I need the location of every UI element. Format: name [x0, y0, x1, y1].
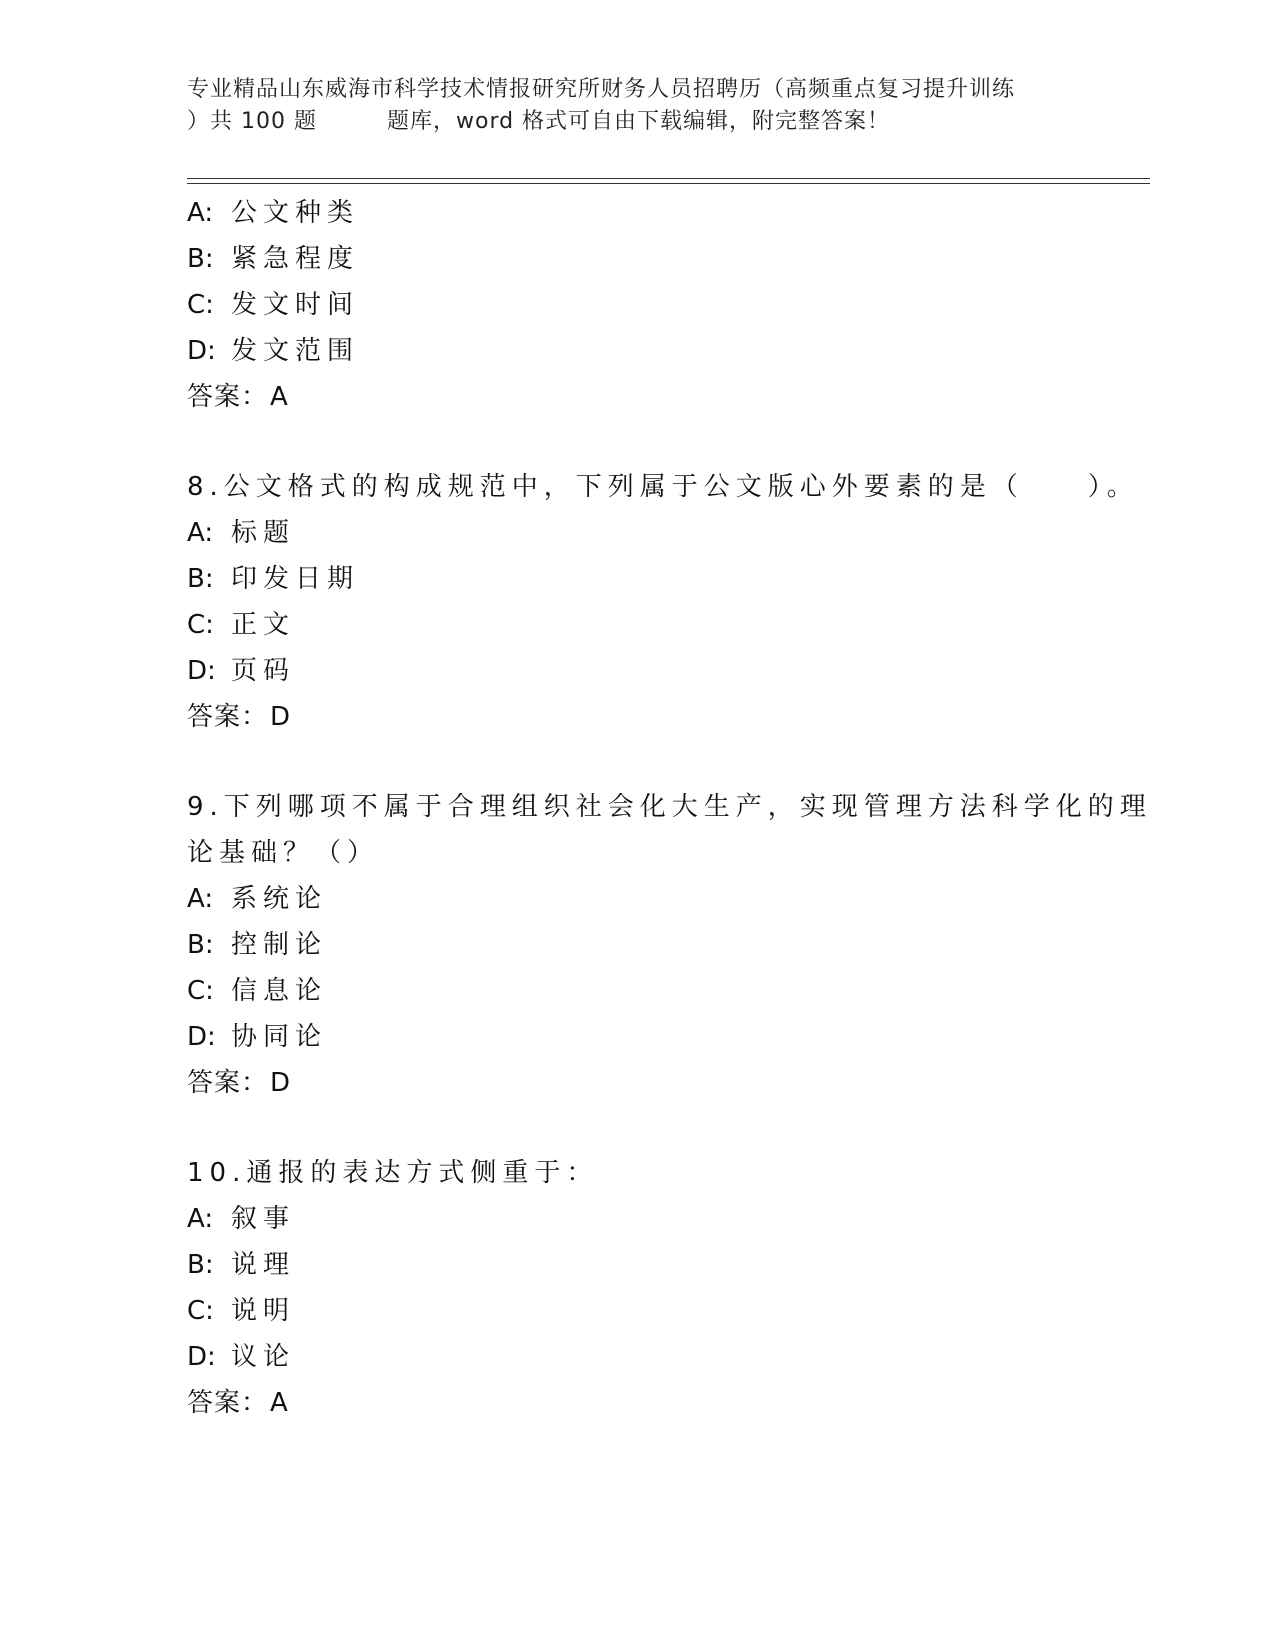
- option-text: 协同论: [231, 1022, 328, 1052]
- option-d: D: 议论: [187, 1342, 296, 1372]
- answer-line: [187, 1380, 1147, 1426]
- question-stem: 8.公文格式的构成规范中，下列属于公文版心外要素的是（ ）。: [187, 472, 1139, 502]
- header-line-1: 专业精品山东威海市科学技术情报研究所财务人员招聘历（高频重点复习提升训练: [187, 77, 1016, 102]
- option-c: C: 说明: [187, 1296, 296, 1326]
- option-text: 紧急程度: [231, 244, 360, 274]
- answer-line: [187, 374, 1147, 420]
- question-stem-line-1: 9.下列哪项不属于合理组织社会化大生产，实现管理方法科学化的理: [187, 792, 1152, 822]
- answer-value: A: [270, 382, 289, 412]
- option-b: B: 控制论: [187, 930, 328, 960]
- answer-line: [187, 694, 1147, 740]
- answer-line: [187, 1060, 1147, 1106]
- document-header: [187, 74, 1087, 138]
- question-stem-line-2: 论基础？（）: [187, 838, 380, 868]
- option-b: B: 说理: [187, 1250, 296, 1280]
- option-b: B: 印发日期: [187, 564, 360, 594]
- option-text: 议论: [231, 1342, 296, 1372]
- answer-value: D: [270, 702, 292, 732]
- answer-label: 答案：: [187, 382, 269, 412]
- option-text: 发文范围: [231, 336, 360, 366]
- option-d: D: 发文范围: [187, 336, 360, 366]
- header-divider-bottom: [187, 183, 1150, 184]
- option-text: 系统论: [231, 884, 328, 914]
- option-text: 公文种类: [231, 198, 360, 228]
- answer-label: 答案：: [187, 1388, 269, 1418]
- header-line-2-part-a: ）共 100 题: [187, 109, 317, 134]
- option-c: C: 正文: [187, 610, 296, 640]
- option-a: A: 系统论: [187, 884, 328, 914]
- option-text: 说明: [231, 1296, 296, 1326]
- option-text: 说理: [231, 1250, 296, 1280]
- question-7: [187, 190, 1147, 420]
- option-b: B: 紧急程度: [187, 244, 360, 274]
- option-text: 印发日期: [231, 564, 360, 594]
- question-8: [187, 464, 1147, 740]
- option-text: 叙事: [231, 1204, 296, 1234]
- question-stem: 10.通报的表达方式侧重于：: [187, 1158, 599, 1188]
- option-text: 信息论: [231, 976, 328, 1006]
- option-d: D: 协同论: [187, 1022, 328, 1052]
- header-divider-top: [187, 178, 1150, 179]
- option-text: 正文: [231, 610, 296, 640]
- answer-value: D: [270, 1068, 292, 1098]
- option-c: C: 发文时间: [187, 290, 360, 320]
- question-list: [187, 190, 1152, 1426]
- option-a: A: 叙事: [187, 1204, 296, 1234]
- question-10: [187, 1150, 1147, 1426]
- option-text: 标题: [231, 518, 296, 548]
- option-text: 控制论: [231, 930, 328, 960]
- answer-label: 答案：: [187, 1068, 269, 1098]
- option-a: A: 标题: [187, 518, 296, 548]
- answer-label: 答案：: [187, 702, 269, 732]
- option-c: C: 信息论: [187, 976, 328, 1006]
- option-text: 页码: [231, 656, 296, 686]
- option-d: D: 页码: [187, 656, 296, 686]
- option-text: 发文时间: [231, 290, 360, 320]
- header-line-2-part-b: 题库，word 格式可自由下载编辑，附完整答案！: [386, 109, 891, 134]
- answer-value: A: [270, 1388, 289, 1418]
- option-a: A: 公文种类: [187, 198, 360, 228]
- question-9: [187, 784, 1152, 1106]
- header-line-2: [187, 106, 1087, 138]
